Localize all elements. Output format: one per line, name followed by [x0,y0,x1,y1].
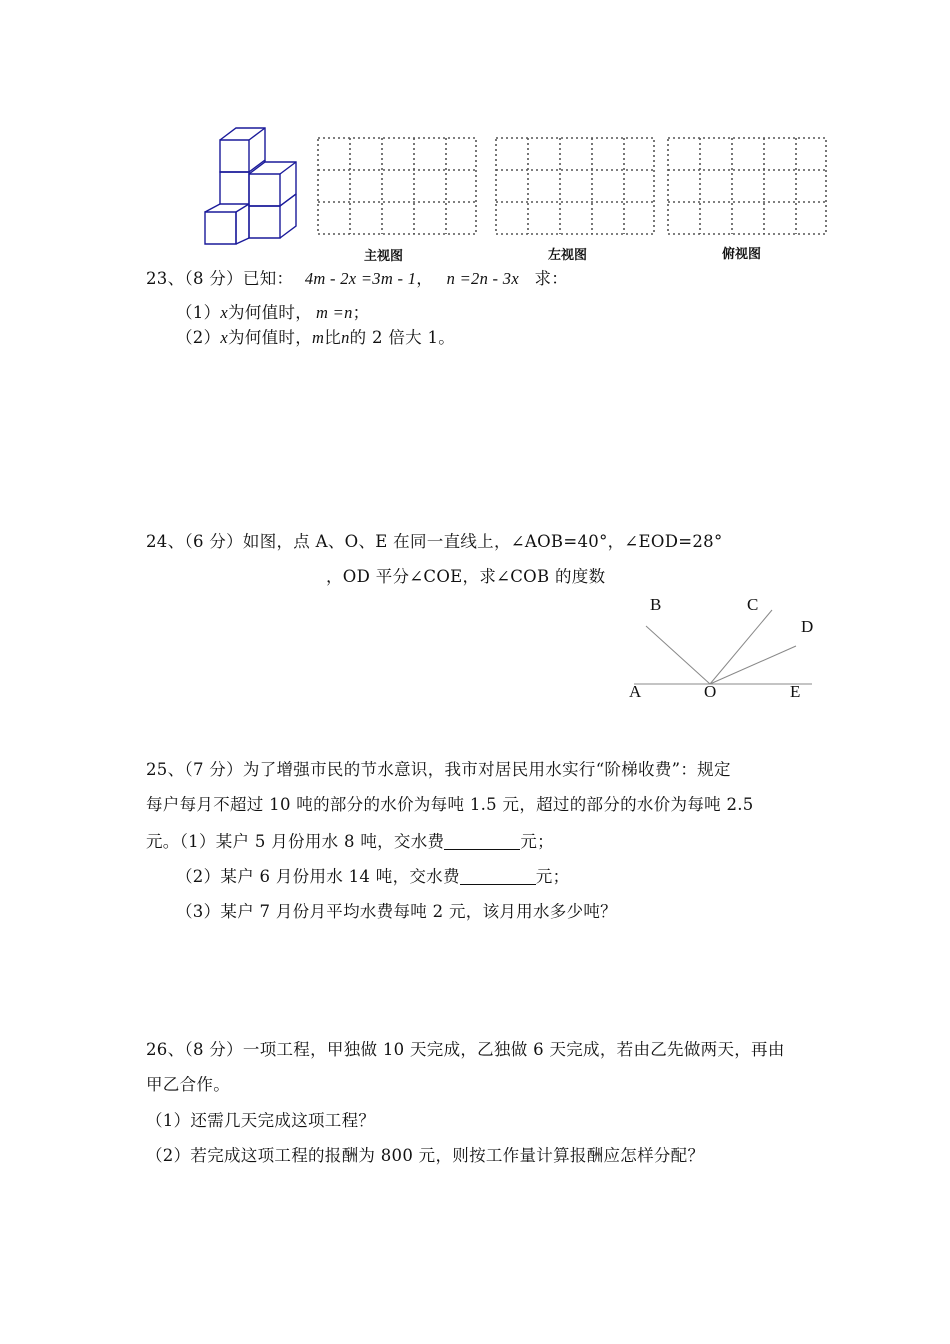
q25-line2: 每户每月不超过 10 吨的部分的水价为每吨 1.5 元，超过的部分的水价为每吨 2.5 [146,795,754,814]
q26-line3: （1）还需几天完成这项工程？ [146,1111,376,1130]
point-label-C: C [747,595,759,614]
point-label-E: E [790,682,801,701]
q24-line1: 24、（6 分）如图，点 A、O、E 在同一直线上，∠AOB=40°，∠EOD=28° [146,532,723,551]
q23-header: 23、（8 分）已知： 4m - 2x =3m - 1， n =2n - 3x 求： [146,269,569,288]
view-grids [312,132,832,242]
ray-OD [710,646,796,684]
cube-stack-figure [200,124,302,246]
q23-part2: （2）x为何值时，m比n的 2 倍大 1。 [176,328,456,347]
left-view-caption: 左视图 [548,248,588,263]
front-view-caption: 主视图 [364,249,404,264]
left-view-grid [496,138,654,234]
front-view-grid [318,138,476,234]
q26-line2: 甲乙合作。 [146,1075,230,1094]
top-view-caption: 俯视图 [722,247,762,262]
point-label-A: A [629,682,642,701]
q26-line1: 26、（8 分）一项工程，甲独做 10 天完成，乙独做 6 天完成，若由乙先做两天，再由 [146,1040,785,1059]
q25-line1: 25、（7 分）为了增强市民的节水意识，我市对居民用水实行“阶梯收费”：规定 [146,760,731,779]
ray-OC [710,610,772,684]
q26-line4: （2）若完成这项工程的报酬为 800 元，则按工作量计算报酬应怎样分配？ [146,1146,705,1165]
q24-line2: ，OD 平分∠COE，求∠COB 的度数 [326,567,606,586]
q25-line4: （2）某户 6 月份用水 14 吨，交水费 元； [176,867,570,886]
q25-line5: （3）某户 7 月份月平均水费每吨 2 元，该月用水多少吨？ [176,902,617,921]
answer-blank-1[interactable] [444,833,520,851]
q25-line3: 元。（1）某户 5 月份用水 8 吨，交水费 元； [146,832,554,851]
top-view-grid [668,138,826,234]
point-label-B: B [650,595,662,614]
answer-blank-2[interactable] [460,868,536,886]
point-label-D: D [801,617,814,636]
point-label-O: O [704,682,717,701]
ray-OB [646,626,710,684]
q23-part1: （1）x为何值时， m =n； [176,303,370,322]
